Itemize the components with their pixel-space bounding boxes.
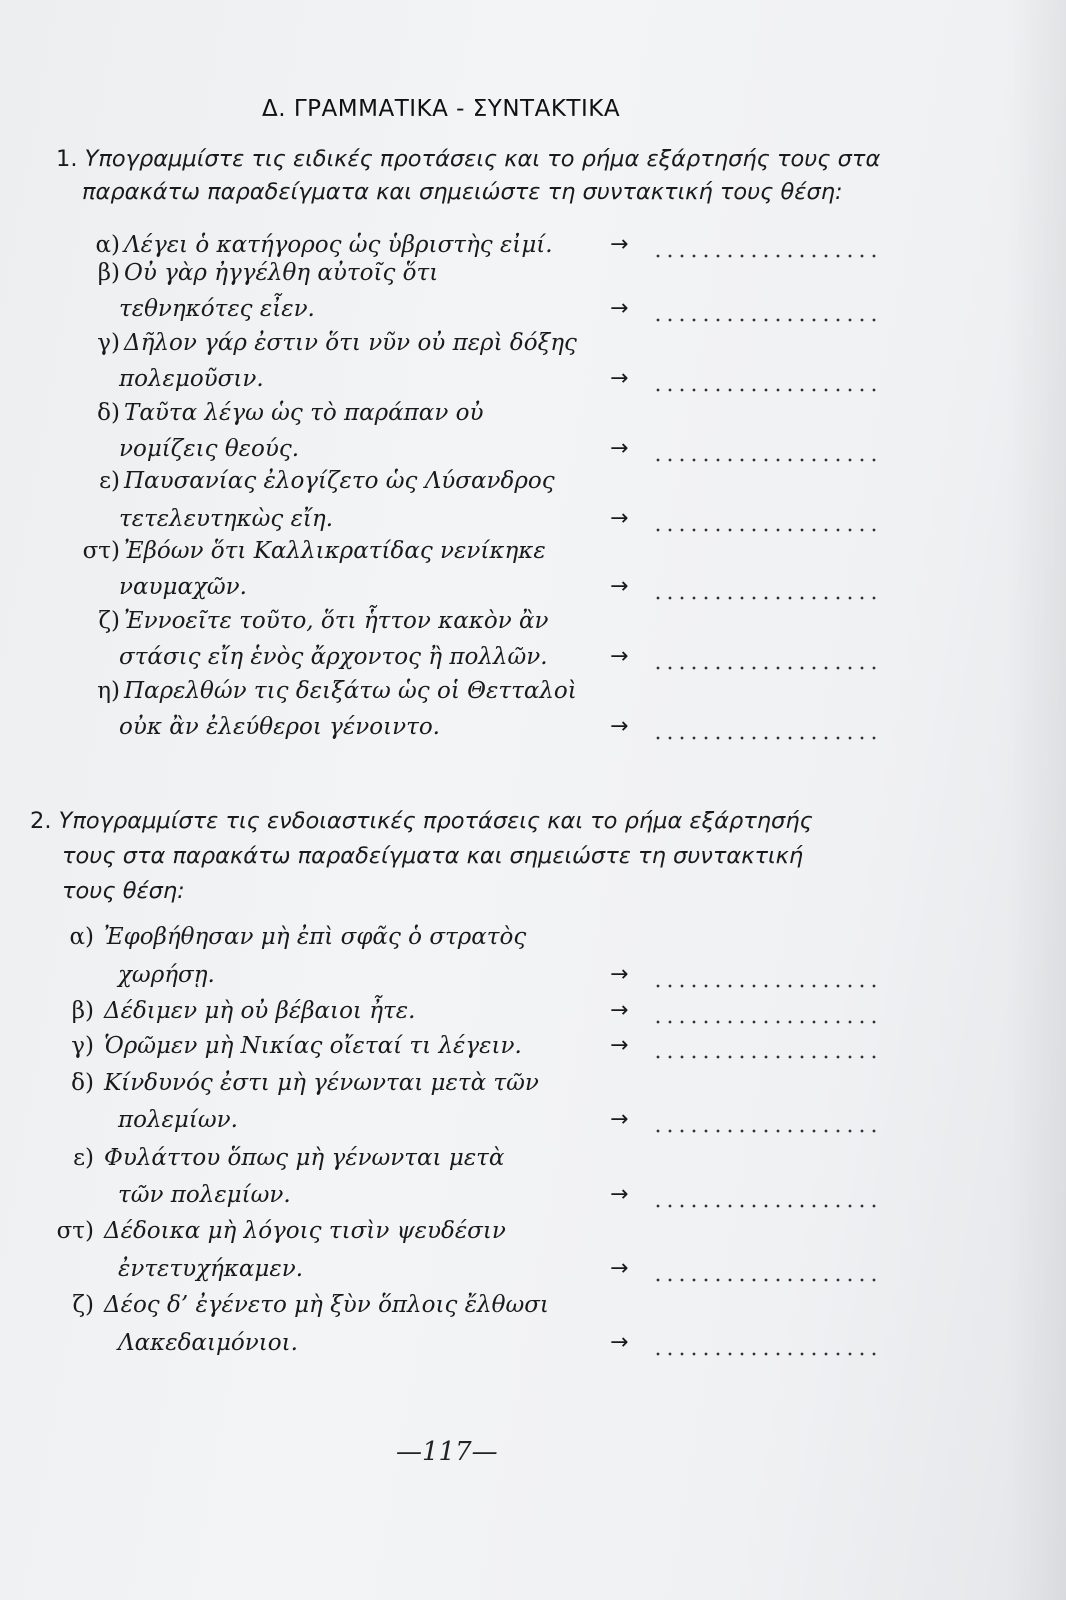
arrow-right-icon: → [610,1033,629,1058]
exercise2-answer-row [0,1330,1066,1364]
answer-blank-dotted-line[interactable] [652,984,878,988]
exercise2-instructions-line2: τους στα παρακάτω παραδείγματα και σημειώστε τη συντακτική [62,843,804,869]
exercise1-item [0,608,1066,642]
arrow-right-icon: → [610,998,629,1023]
exercise2-item-label: α) [69,924,94,950]
exercise2-item-label: γ) [71,1033,94,1059]
exercise1-item [0,400,1066,434]
arrow-right-icon: → [610,1330,629,1355]
exercise1-instructions [56,143,880,176]
arrow-right-icon: → [610,436,629,461]
exercise1-item-sentence-line2: τεθνηκότες εἶεν. [119,296,315,322]
arrow-right-icon: → [610,232,629,257]
arrow-right-icon: → [610,714,629,739]
exercise1-item-sentence: Δῆλον γάρ ἐστιν ὅτι νῦν οὐ περὶ δόξης [124,330,577,356]
exercise2-answer-row [0,998,1066,1032]
exercise1-item-sentence-line2: στάσις εἴη ἑνὸς ἄρχοντος ἢ πολλῶν. [119,644,548,670]
exercise1-item [0,538,1066,572]
exercise1-item-sentence: Λέγει ὁ κατήγορος ὡς ὑβριστὴς εἰμί. [124,232,553,258]
answer-blank-dotted-line[interactable] [652,596,878,600]
answer-blank-dotted-line[interactable] [652,1278,878,1282]
exercise2-item-sentence: Κίνδυνός ἐστι μὴ γένωνται μετὰ τῶν [104,1070,539,1096]
section-title: Δ. ΓΡΑΜΜΑΤΙΚΑ - ΣΥΝΤΑΚΤΙΚΑ [262,96,621,122]
exercise2-answer-row [0,962,1066,996]
exercise2-answer-row [0,1033,1066,1067]
exercise1-answer-row [0,366,1066,400]
exercise1-answer-row [0,436,1066,470]
exercise2-item-label: ε) [73,1145,94,1171]
exercise1-answer-row [0,296,1066,330]
exercise2-answer-row [0,1182,1066,1216]
exercise1-item-sentence-line2: τετελευτηκὼς εἴη. [119,506,334,532]
arrow-right-icon: → [610,366,629,391]
answer-blank-dotted-line[interactable] [652,736,878,740]
exercise1-item [0,468,1066,502]
answer-blank-dotted-line[interactable] [652,528,878,532]
exercise1-item-label: α) [95,232,120,258]
exercise1-item [0,330,1066,364]
exercise1-answer-row [0,574,1066,608]
exercise2-item-sentence: Φυλάττου ὅπως μὴ γένωνται μετὰ [104,1145,505,1171]
exercise2-answer-row [0,1107,1066,1141]
exercise1-item-sentence: Ταῦτα λέγω ὡς τὸ παράπαν οὐ [124,400,484,426]
exercise1-item [0,260,1066,294]
exercise2-number: 2. [30,808,52,834]
exercise2-instructions [30,805,813,838]
arrow-right-icon: → [610,962,629,987]
exercise2-item-sentence: Δέδοικα μὴ λόγοις τισὶν ψευδέσιν [104,1218,506,1244]
answer-blank-dotted-line[interactable] [652,254,878,258]
exercise2-item [0,1292,1066,1326]
exercise2-item-sentence-line2: χωρήσῃ. [118,962,215,988]
exercise2-item-sentence: Δέδιμεν μὴ οὐ βέβαιοι ἦτε. [104,998,416,1024]
exercise1-item-label: η) [97,678,120,704]
exercise1-item-sentence: Ἐβόων ὅτι Καλλικρατίδας νενίκηκε [124,538,546,564]
exercise1-item-label: β) [97,260,120,286]
answer-blank-dotted-line[interactable] [652,458,878,462]
exercise2-item-label: δ) [71,1070,94,1096]
answer-blank-dotted-line[interactable] [652,1352,878,1356]
exercise1-instructions-line2: παρακάτω παραδείγματα και σημειώστε τη συντακτική τους θέση: [82,179,843,205]
answer-blank-dotted-line[interactable] [652,1204,878,1208]
arrow-right-icon: → [610,296,629,321]
arrow-right-icon: → [610,1182,629,1207]
exercise1-item-sentence: Οὐ γὰρ ἠγγέλθη αὐτοῖς ὅτι [124,260,439,286]
exercise2-item-label: β) [71,998,94,1024]
exercise2-item [0,1145,1066,1179]
answer-blank-dotted-line[interactable] [652,1020,878,1024]
exercise2-item-sentence: Δέος δ’ ἐγένετο μὴ ξὺν ὅπλοις ἔλθωσι [104,1292,549,1318]
exercise2-item [0,1218,1066,1252]
exercise1-item-label: γ) [97,330,120,356]
arrow-right-icon: → [610,644,629,669]
exercise1-item-sentence-line2: πολεμοῦσιν. [119,366,264,392]
answer-blank-dotted-line[interactable] [652,388,878,392]
exercise2-item-sentence-line2: Λακεδαιμόνιοι. [118,1330,298,1356]
exercise1-item-label: ε) [99,468,120,494]
answer-blank-dotted-line[interactable] [652,1129,878,1133]
exercise2-item-label: στ) [56,1218,94,1244]
exercise1-item-sentence: Ἐννοεῖτε τοῦτο, ὅτι ἧττον κακὸν ἂν [124,608,549,634]
exercise1-item [0,678,1066,712]
arrow-right-icon: → [610,574,629,599]
exercise1-answer-row [0,644,1066,678]
exercise1-item-sentence-line2: ναυμαχῶν. [119,574,247,600]
arrow-right-icon: → [610,506,629,531]
exercise1-answer-row [0,506,1066,540]
exercise1-item-label: στ) [82,538,120,564]
exercise2-instructions-line3: τους θέση: [62,878,185,904]
arrow-right-icon: → [610,1107,629,1132]
exercise2-item-sentence-line2: πολεμίων. [118,1107,238,1133]
exercise1-item-sentence-line2: οὐκ ἂν ἐλεύθεροι γένοιντο. [119,714,440,740]
answer-blank-dotted-line[interactable] [652,666,878,670]
exercise1-answer-row [0,714,1066,748]
exercise1-item-sentence-line2: νομίζεις θεούς. [119,436,300,462]
exercise2-item-label: ζ) [72,1292,94,1318]
exercise1-item-label: ζ) [98,608,120,634]
arrow-right-icon: → [610,1256,629,1281]
answer-blank-dotted-line[interactable] [652,318,878,322]
exercise1-number: 1. [56,146,78,172]
exercise1-item-sentence: Παρελθών τις δειξάτω ὡς οἱ Θετταλοὶ [124,678,577,704]
page-number: —117— [396,1437,498,1467]
exercise2-item-sentence: Ὁρῶμεν μὴ Νικίας οἴεταί τι λέγειν. [104,1033,522,1059]
exercise1-item-sentence: Παυσανίας ἐλογίζετο ὡς Λύσανδρος [124,468,555,494]
exercise2-line1: Υπογραμμίστε τις ενδοιαστικές προτάσεις και το ρήμα εξάρτησής [58,808,813,834]
answer-blank-dotted-line[interactable] [652,1055,878,1059]
exercise1-line1: Υπογραμμίστε τις ειδικές προτάσεις και το ρήμα εξάρτησής τους στα [84,146,881,172]
exercise2-item-sentence: Ἐφοβήθησαν μὴ ἐπὶ σφᾶς ὁ στρατὸς [104,924,527,950]
exercise2-answer-row [0,1256,1066,1290]
exercise2-item [0,924,1066,958]
exercise2-item-sentence-line2: τῶν πολεμίων. [118,1182,291,1208]
exercise1-item-label: δ) [97,400,120,426]
exercise2-item [0,1070,1066,1104]
exercise2-item-sentence-line2: ἐντετυχήκαμεν. [118,1256,304,1282]
